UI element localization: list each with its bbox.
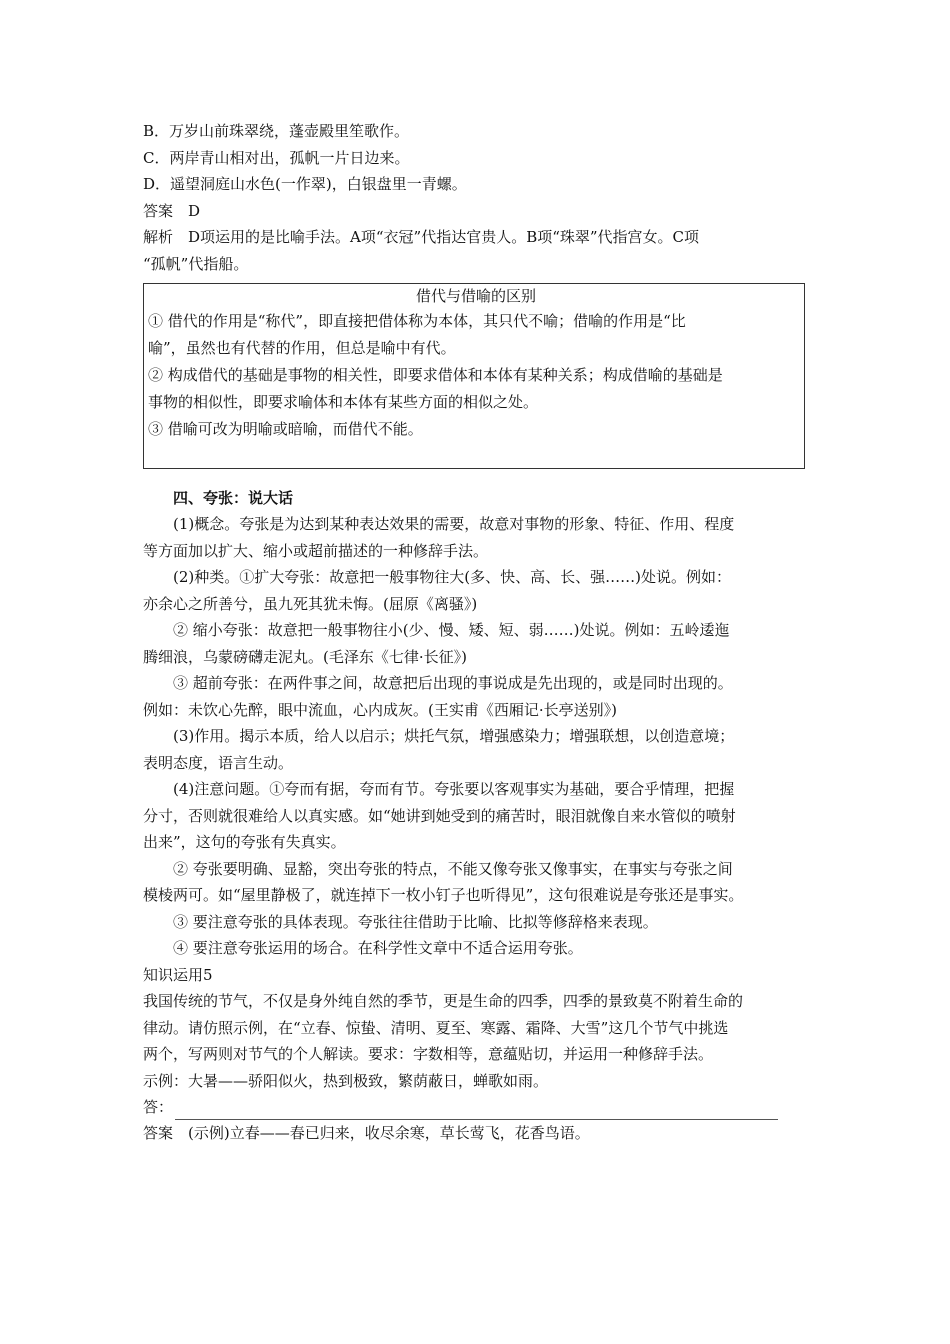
paragraph-line: 等方面加以扩大、缩小或超前描述的一种修辞手法。 <box>143 541 489 560</box>
box-line: ① 借代的作用是“称代”，即直接把借体称为本体，其只代不喻；借喻的作用是“比 <box>148 312 686 330</box>
analysis <box>143 224 823 277</box>
exercise-example: 示例：大暑——骄阳似火，热到极致，繁荫蔽日，蝉歌如雨。 <box>143 1071 549 1090</box>
paragraph-line: ② 夸张要明确、显豁，突出夸张的特点，不能又像夸张又像事实，在事实与夸张之间 <box>173 859 733 878</box>
section-heading: 四、夸张：说大话 <box>173 489 294 507</box>
paragraph-line: 腾细浪，乌蒙磅礴走泥丸。(毛泽东《七律·长征》) <box>143 647 467 666</box>
box-line: 事物的相似性，即要求喻体和本体有某些方面的相似之处。 <box>148 393 539 411</box>
exercise-answer: 答案 (示例)立春——春已归来，收尽余寒，草长莺飞，花香鸟语。 <box>143 1124 590 1142</box>
option-d: D．遥望洞庭山水色(一作翠)，白银盘里一青螺。 <box>143 175 467 193</box>
box-title: 借代与借喻的区别 <box>415 287 536 305</box>
paragraph-line: 模棱两可。如“屋里静极了，就连掉下一枚小钉子也听得见”，这句很难说是夸张还是事实。 <box>143 886 744 904</box>
exercise-prompt-line: 律动。请仿照示例，在“立春、惊蛰、清明、夏至、寒露、霜降、大雪”这几个节气中挑选 <box>143 1018 729 1037</box>
paragraph-line: ③ 超前夸张：在两件事之间，故意把后出现的事说成是先出现的，或是同时出现的。 <box>173 674 733 692</box>
paragraph-line: (1)概念。夸张是为达到某种表达效果的需要，故意对事物的形象、特征、作用、程度 <box>173 515 735 533</box>
option-c: C．两岸青山相对出，孤帆一片日边来。 <box>143 148 410 167</box>
exercise-heading: 知识运用5 <box>143 965 213 984</box>
paragraph-line: 分寸，否则就很难给人以真实感。如“她讲到她受到的痛苦时，眼泪就像自来水管似的喷射 <box>143 806 736 825</box>
box-line: ③ 借喻可改为明喻或暗喻，而借代不能。 <box>148 420 423 438</box>
exercise-prompt-line: 我国传统的节气，不仅是身外纯自然的季节，更是生命的四季，四季的景致莫不附着生命的 <box>143 992 744 1010</box>
exercise <box>143 962 823 1147</box>
answer-1: 答案 D <box>143 201 201 220</box>
paragraph-line: 例如：未饮心先醉，眼中流血，心内成灰。(王实甫《西厢记·长亭送别》) <box>143 700 617 719</box>
paragraph-line: ② 缩小夸张：故意把一般事物往小(少、慢、矮、短、弱……)处说。例如：五岭逶迤 <box>173 621 730 639</box>
paragraph-line: ③ 要注意夸张的具体表现。夸张往往借助于比喻、比拟等修辞格来表现。 <box>173 912 658 931</box>
paragraph-line: (4)注意问题。①夸而有据，夸而有节。夸张要以客观事实为基础，要合乎情理，把握 <box>173 780 735 798</box>
paragraph-line: 表明态度，语言生动。 <box>143 753 294 772</box>
exercise-prompt-line: 两个，写两则对节气的个人解读。要求：字数相等，意蕴贴切，并运用一种修辞手法。 <box>143 1045 714 1063</box>
answer-field-row <box>143 1094 823 1120</box>
document-page <box>143 118 823 1147</box>
paragraph-line: 亦余心之所善兮，虽九死其犹未悔。(屈原《离骚》) <box>143 594 478 613</box>
analysis-line-2: “孤帆”代指船。 <box>143 254 249 273</box>
answer-blank[interactable] <box>175 1101 778 1120</box>
paragraph-line: ④ 要注意夸张运用的场合。在科学性文章中不适合运用夸张。 <box>173 939 583 957</box>
paragraph-line: (2)种类。①扩大夸张：故意把一般事物往大(多、快、高、长、强……)处说。例如： <box>173 568 731 586</box>
answer-label: 答： <box>143 1098 174 1116</box>
comparison-box <box>143 283 805 469</box>
analysis-line-1: 解析 D项运用的是比喻手法。A项“衣冠”代指达官贵人。B项“珠翠”代指宫女。C项 <box>143 228 700 246</box>
option-b: B．万岁山前珠翠绕，蓬壶殿里笙歌作。 <box>143 122 410 140</box>
paragraph-line: (3)作用。揭示本质，给人以启示；烘托气氛，增强感染力；增强联想，以创造意境； <box>173 727 735 745</box>
box-line: 喻”，虽然也有代替的作用，但总是喻中有代。 <box>148 339 456 357</box>
paragraph-line: 出来”，这句的夸张有失真实。 <box>143 833 346 851</box>
option-list <box>143 118 823 198</box>
section-body <box>143 511 823 962</box>
box-line: ② 构成借代的基础是事物的相关性，即要求借体和本体有某种关系；构成借喻的基础是 <box>148 366 723 384</box>
